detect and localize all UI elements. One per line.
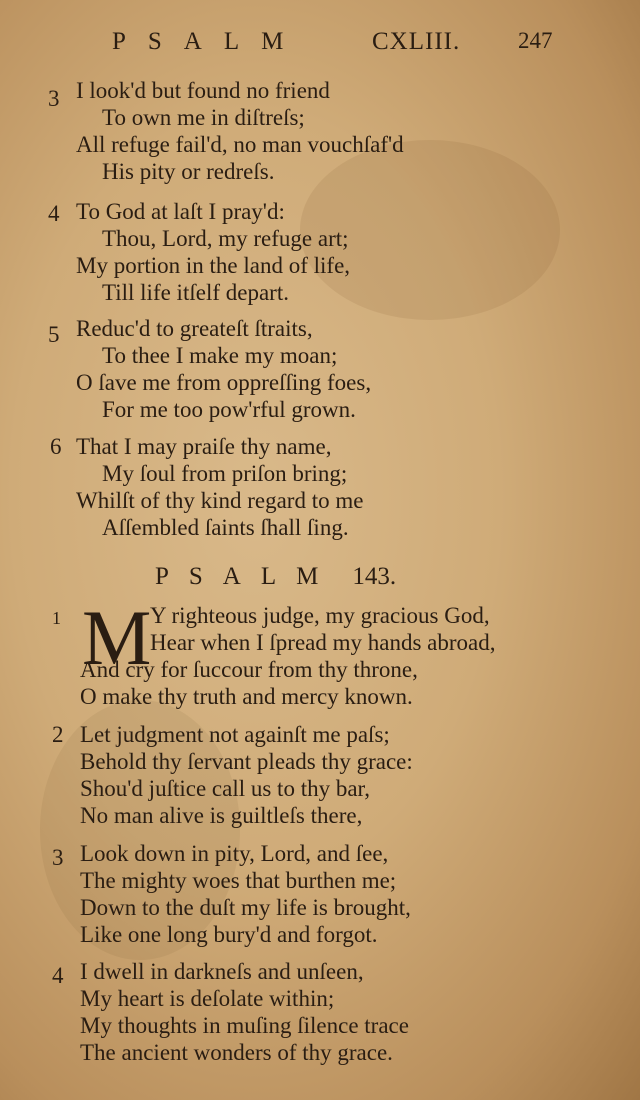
- verse-line: His pity or redreſs.: [102, 159, 275, 184]
- verse-line: Thou, Lord, my refuge art;: [102, 226, 349, 251]
- verse-line: O ſave me from oppreſſing foes,: [76, 370, 372, 395]
- verse-line: And cry for ſuccour from thy throne,: [80, 657, 418, 682]
- verse-line: To God at laſt I pray'd:: [76, 199, 285, 224]
- verse-line: Down to the duſt my life is brought,: [80, 895, 411, 920]
- verse-line: My portion in the land of life,: [76, 253, 351, 278]
- verse-line: Shou'd juſtice call us to thy bar,: [80, 776, 371, 801]
- verse-line: To thee I make my moan;: [102, 343, 338, 368]
- drop-cap: M: [82, 594, 152, 681]
- header-title: PSALM: [112, 28, 306, 55]
- verse-line: Hear when I ſpread my hands abroad,: [150, 630, 496, 655]
- page-number: 247: [518, 28, 553, 53]
- psalm-title-number: 143.: [352, 563, 397, 590]
- verse-line: Look down in pity, Lord, and ſee,: [80, 841, 389, 866]
- verse-line: My thoughts in muſing ſilence trace: [80, 1013, 409, 1038]
- verse-line: Whilſt of thy kind regard to me: [76, 488, 364, 513]
- verse-line: My ſoul from priſon bring;: [102, 461, 348, 486]
- stanza-number: 4: [52, 963, 64, 988]
- stanza-number: 6: [50, 434, 62, 459]
- running-header: [0, 28, 640, 68]
- stanza-number: 1: [52, 608, 61, 628]
- verse-line: No man alive is guiltleſs there,: [80, 803, 363, 828]
- verse-line: Aſſembled ſaints ſhall ſing.: [102, 515, 349, 540]
- verse-line: The ancient wonders of thy grace.: [80, 1040, 393, 1065]
- psalm-title-word: PSALM: [155, 563, 339, 590]
- verse-line: All refuge fail'd, no man vouchſaf'd: [76, 132, 404, 157]
- verse-line: My heart is deſolate within;: [80, 986, 335, 1011]
- verse-line: Till life itſelf depart.: [102, 280, 289, 305]
- verse-line: I dwell in darkneſs and unſeen,: [80, 959, 364, 984]
- verse-line: The mighty woes that burthen me;: [80, 868, 397, 893]
- verse-line: I look'd but found no friend: [76, 78, 330, 103]
- header-numeral: CXLIII.: [372, 28, 461, 55]
- verse-line: Y righteous judge, my gracious God,: [150, 603, 490, 628]
- verse-line: Let judgment not againſt me paſs;: [80, 722, 390, 747]
- stanza-number: 2: [52, 722, 64, 747]
- stanza-number: 4: [48, 201, 60, 226]
- stanza-number: 3: [52, 845, 64, 870]
- verse-line: Like one long bury'd and forgot.: [80, 922, 378, 947]
- verse-line: Behold thy ſervant pleads thy grace:: [80, 749, 413, 774]
- verse-line: O make thy truth and mercy known.: [80, 684, 413, 709]
- verse-line: For me too pow'rful grown.: [102, 397, 356, 422]
- stanza-number: 3: [48, 86, 60, 111]
- stanza-number: 5: [48, 322, 60, 347]
- verse-line: Reduc'd to greateſt ſtraits,: [76, 316, 313, 341]
- psalm-143-title: [155, 563, 396, 591]
- verse-line: To own me in diſtreſs;: [102, 105, 305, 130]
- verse-line: That I may praiſe thy name,: [76, 434, 332, 459]
